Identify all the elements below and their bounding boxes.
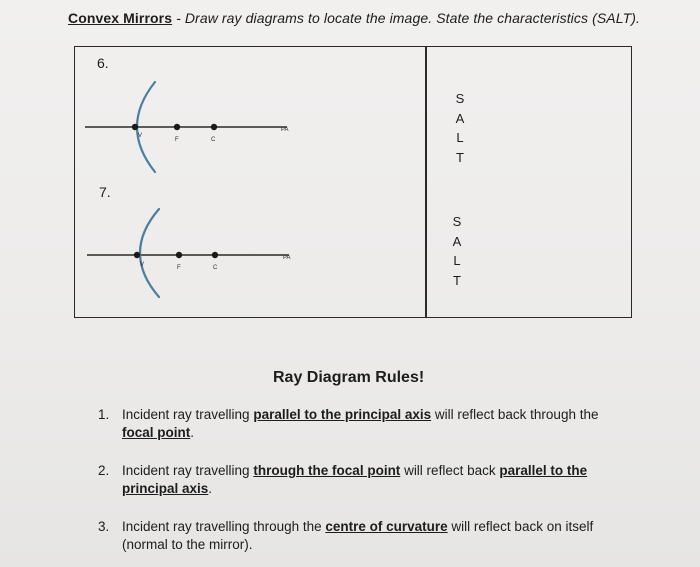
salt-letter-a: A [455, 110, 465, 126]
principal-axis-label: PA [283, 255, 291, 261]
salt-letter-t: T [453, 272, 461, 288]
focal-point [176, 252, 182, 258]
rule-text: Incident ray travelling through the [122, 519, 326, 534]
vertex-point [132, 124, 138, 130]
centre-label: C [213, 265, 218, 271]
rule-text: will reflect back [400, 463, 500, 478]
salt-letter-l: L [453, 253, 461, 268]
rule-text: will reflect back on itself (normal to the mirror). [122, 519, 594, 552]
rule-number: 2. [98, 463, 110, 478]
convex-mirror-curve [140, 209, 159, 297]
focal-label: F [175, 137, 179, 143]
vertex-label: V [140, 262, 145, 268]
rule-text: Incident ray travelling [122, 463, 254, 478]
ray-diagrams [75, 47, 425, 317]
rule-item-1 [98, 406, 628, 442]
centre-point [211, 124, 217, 130]
question-6-number: 6. [97, 55, 109, 71]
rule-text: . [208, 481, 213, 496]
salt-letter-t: T [456, 149, 464, 165]
title-instructions: - Draw ray diagrams to locate the image. State the characteristics (SALT). [172, 10, 640, 26]
worksheet-title [68, 10, 640, 26]
centre-label: C [211, 137, 216, 143]
salt-letter-s: S [452, 214, 462, 229]
question-6-diagram [85, 82, 289, 172]
rule-key-phrase: through the focal point [253, 463, 401, 478]
question-7-diagram [87, 209, 291, 297]
vertex-point [134, 252, 140, 258]
column-divider [425, 47, 427, 317]
rule-text: Incident ray travelling [122, 407, 254, 422]
rule-key-phrase: focal point [122, 425, 191, 440]
rule-key-phrase: parallel to the principal axis [122, 463, 588, 496]
salt-letter-s: S [455, 91, 465, 106]
principal-axis-label: PA [281, 127, 289, 133]
rule-number: 3. [98, 519, 110, 534]
rule-number: 1. [98, 407, 110, 422]
rule-item-2 [98, 462, 628, 498]
question-7-salt [447, 212, 467, 290]
rule-key-phrase: centre of curvature [325, 519, 448, 534]
rule-text: . [190, 425, 195, 440]
rules-list [98, 406, 628, 554]
rule-item-3 [98, 518, 628, 554]
centre-point [212, 252, 218, 258]
worksheet-box [74, 46, 632, 318]
focal-label: F [177, 265, 181, 271]
question-6-salt [450, 89, 470, 167]
salt-letter-l: L [456, 130, 464, 145]
focal-point [174, 124, 180, 130]
question-7-number: 7. [99, 184, 111, 200]
title-heading: Convex Mirrors [68, 10, 173, 26]
rule-text: will reflect back through the [431, 407, 599, 422]
vertex-label: V [138, 133, 143, 139]
rule-key-phrase: parallel to the principal axis [253, 407, 432, 422]
rules-heading: Ray Diagram Rules! [273, 369, 425, 386]
salt-letter-a: A [452, 233, 462, 249]
